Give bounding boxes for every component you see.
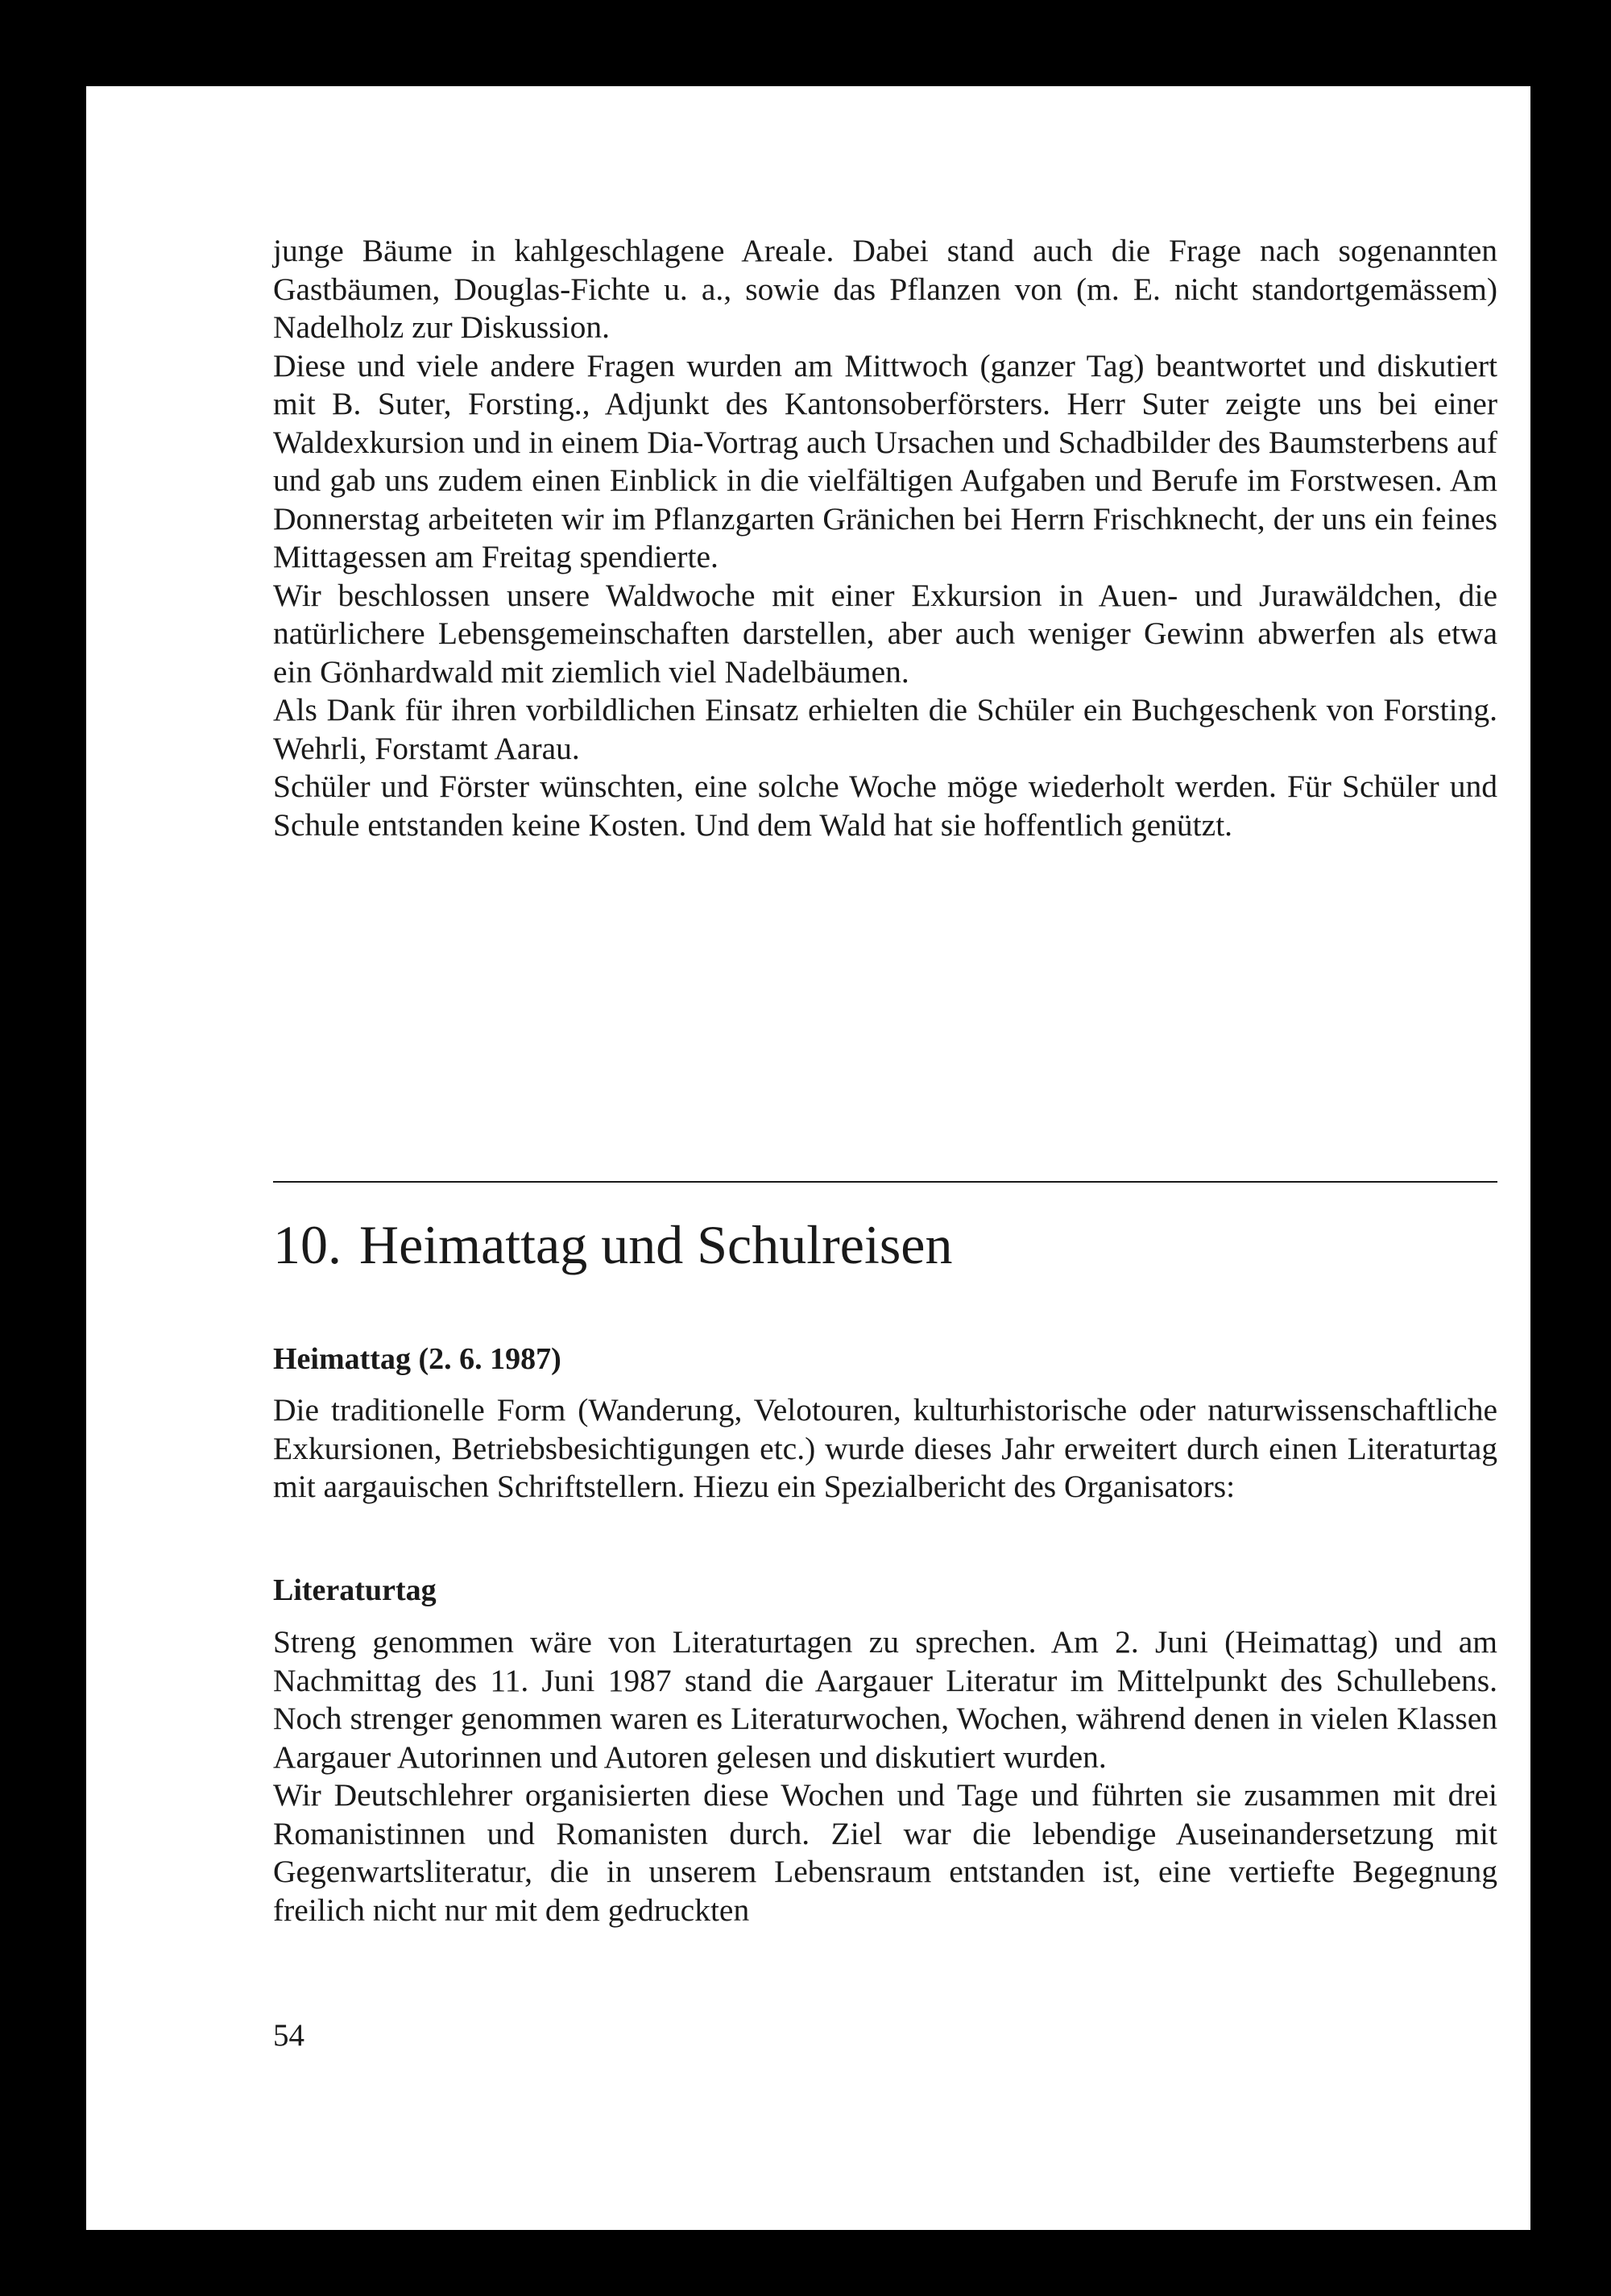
paragraph: junge Bäume in kahlgeschlagene Areale. Dabei stand auch die Frage nach sogenannten Gastbäumen, Douglas-Fichte u. a., sowie das Pflanzen von (m. E. nicht standortgemässem) Nadelholz zur Diskussion. (273, 233, 1497, 345)
top-section-text (273, 232, 1497, 844)
paragraph: Schüler und Förster wünschten, eine solche Woche möge wiederholt werden. Für Schüler und Schule entstanden keine Kosten. Und dem Wald hat sie hoffentlich genützt. (273, 769, 1497, 843)
chapter-number: 10. (273, 1214, 342, 1275)
literaturtag-heading: Literaturtag (273, 1573, 437, 1607)
literaturtag-text (273, 1623, 1497, 1929)
paragraph: Die traditionelle Form (Wanderung, Velotouren, kulturhistorische oder naturwissenschaftliche Exkursionen, Betriebsbesichtigungen etc.) wurde dieses Jahr erweitert durch einen Literaturtag mit aargauischen Schriftstellern. Hiezu ein Spezialbericht des Organisators: (273, 1392, 1497, 1504)
paragraph: Als Dank für ihren vorbildlichen Einsatz erhielten die Schüler ein Buchgeschenk von Forsting. Wehrli, Forstamt Aarau. (273, 692, 1497, 766)
page-number: 54 (273, 2018, 304, 2053)
heimattag-heading: Heimattag (2. 6. 1987) (273, 1342, 561, 1376)
paragraph: Diese und viele andere Fragen wurden am Mittwoch (ganzer Tag) beantwortet und diskutiert mit B. Suter, Forsting., Adjunkt des Kantonsoberförsters. Herr Suter zeigte uns bei einer Waldexkursion und in einem Dia-Vortrag auch Ursachen und Schadbilder des Baumsterbens auf und gab uns zudem einen Einblick in die vielfältigen Aufgaben und Berufe im Forstwesen. Am Donnerstag arbeiteten wir im Pflanzgarten Gränichen bei Herrn Frischknecht, der uns ein feines Mittagessen am Freitag spendierte. (273, 347, 1497, 574)
chapter-title (273, 1212, 952, 1277)
document-page (86, 86, 1530, 2230)
section-divider (273, 1181, 1497, 1183)
chapter-title-text: Heimattag und Schulreisen (359, 1214, 953, 1275)
paragraph: Wir beschlossen unsere Waldwoche mit einer Exkursion in Auen- und Jurawäldchen, die natürlichere Lebensgemeinschaften darstellen, aber auch weniger Gewinn abwerfen als etwa ein Gönhardwald mit ziemlich viel Nadelbäumen. (273, 577, 1497, 690)
paragraph: Wir Deutschlehrer organisierten diese Wochen und Tage und führten sie zusammen mit drei Romanistinnen und Romanisten durch. Ziel war die lebendige Auseinandersetzung mit Gegenwartsliteratur, die in unserem Lebensraum entstanden ist, eine vertiefte Begegnung freilich nicht nur mit dem gedruckten (273, 1777, 1497, 1928)
paragraph: Streng genommen wäre von Literaturtagen zu sprechen. Am 2. Juni (Heimattag) und am Nachmittag des 11. Juni 1987 stand die Aargauer Literatur im Mittelpunkt des Schullebens. Noch strenger genommen waren es Literaturwochen, Wochen, während denen in vielen Klassen Aargauer Autorinnen und Autoren gelesen und diskutiert wurden. (273, 1624, 1497, 1775)
heimattag-text (273, 1391, 1497, 1506)
